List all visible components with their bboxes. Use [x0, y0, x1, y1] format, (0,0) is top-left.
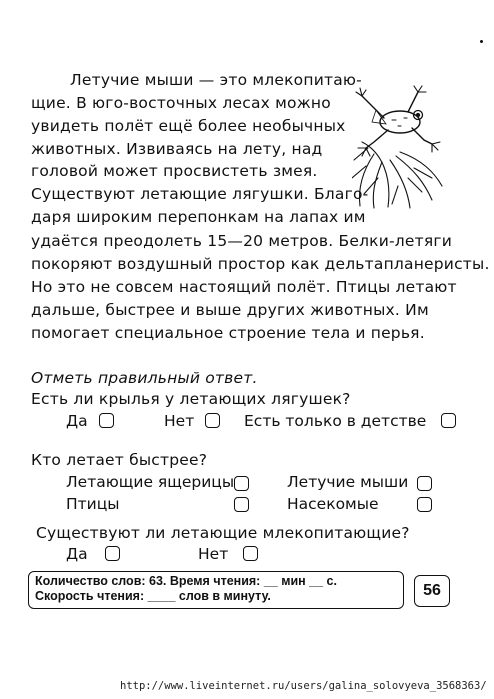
option-label: Летающие ящерицы	[66, 473, 235, 491]
option-label: Да	[66, 412, 88, 430]
question-1: Есть ли крылья у летающих лягушек?	[31, 390, 351, 408]
corner-mark	[480, 40, 483, 43]
option-label: Насекомые	[287, 495, 379, 513]
q1-option-no[interactable]	[164, 411, 220, 431]
option-label: Есть только в детстве	[244, 412, 427, 430]
option-label: Летучие мыши	[287, 473, 409, 491]
task-prompt: Отметь правильный ответ.	[31, 369, 258, 387]
q2-option-bats[interactable]	[287, 472, 408, 492]
page-number: 56	[414, 575, 450, 607]
option-label: Нет	[198, 545, 229, 563]
text-line: Существуют летающие лягушки. Благо-	[31, 185, 369, 203]
option-label: Нет	[164, 412, 195, 430]
question-3: Существуют ли летающие млекопитающие?	[36, 524, 410, 542]
checkbox[interactable]	[205, 413, 220, 428]
text-line: Но это не совсем настоящий полёт. Птицы летают	[31, 278, 457, 296]
flying-frog-icon	[352, 82, 444, 210]
word-count-line: Количество слов: 63. Время чтения: __ мин __ с.	[35, 574, 337, 588]
q1-option-childhood[interactable]	[244, 411, 456, 431]
text-line: щие. В юго-восточных лесах можно	[31, 94, 331, 112]
checkbox[interactable]	[99, 413, 114, 428]
source-url: http://www.liveinternet.ru/users/galina_solovyeva_3568363/	[120, 680, 487, 692]
reading-stats-box	[28, 571, 404, 609]
reading-speed-line: Скорость чтения: ____ слов в минуту.	[35, 589, 271, 603]
text-line: увидеть полёт ещё более необычных	[31, 117, 346, 135]
question-2: Кто летает быстрее?	[31, 451, 208, 469]
q2-option-insects[interactable]	[287, 494, 379, 514]
q3-option-yes[interactable]	[66, 544, 120, 564]
checkbox[interactable]	[441, 413, 456, 428]
q2-birds-checkbox[interactable]	[234, 497, 249, 512]
text-line: животных. Извиваясь на лету, над	[31, 140, 323, 158]
checkbox[interactable]	[243, 546, 258, 561]
text-line: дальше, быстрее и выше других животных. Им	[31, 301, 429, 319]
q2-option-birds[interactable]	[66, 494, 120, 514]
q2-insects-checkbox[interactable]	[417, 497, 432, 512]
text-line: удаётся преодолеть 15—20 метров. Белки-летяги	[31, 232, 453, 250]
q1-option-yes[interactable]	[66, 411, 114, 431]
text-line: даря широким перепонкам на лапах им	[31, 208, 366, 226]
option-label: Да	[66, 545, 88, 563]
checkbox[interactable]	[105, 546, 120, 561]
q2-bats-checkbox[interactable]	[417, 476, 432, 491]
q2-option-lizards[interactable]	[66, 472, 234, 492]
q2-lizards-checkbox[interactable]	[234, 476, 249, 491]
option-label: Птицы	[66, 495, 120, 513]
text-line: покоряют воздушный простор как дельтапланеристы.	[31, 255, 490, 273]
q3-option-no[interactable]	[198, 544, 258, 564]
text-line: головой может просвистеть змея.	[31, 162, 318, 180]
text-line: Летучие мыши — это млекопитаю-	[70, 71, 362, 89]
text-line: помогает специальное строение тела и перья.	[31, 324, 425, 342]
